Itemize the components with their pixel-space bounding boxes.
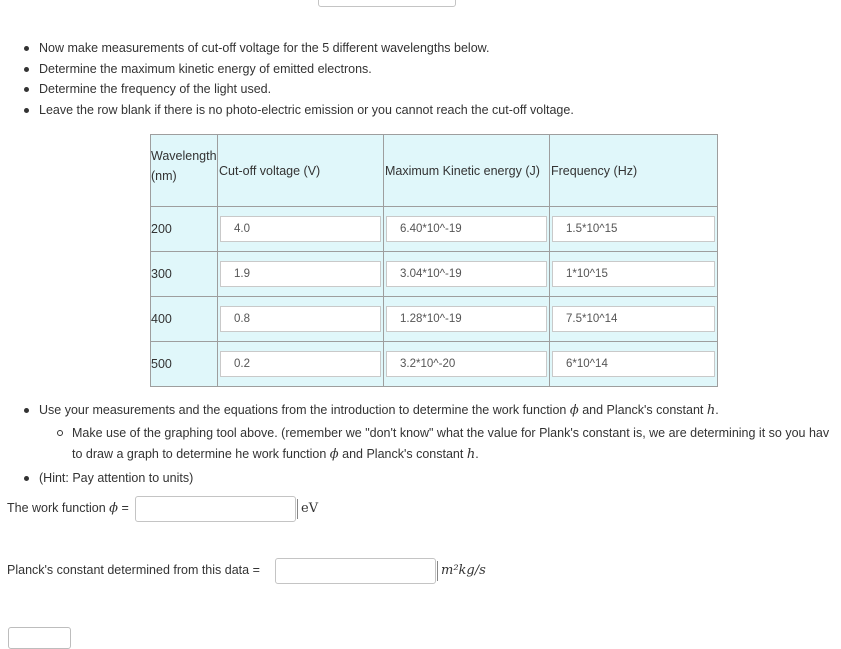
header-wavelength-line2: (nm) (151, 169, 177, 183)
kinetic-energy-input[interactable]: 3.2*10^-20 (386, 351, 547, 377)
frequency-input[interactable]: 7.5*10^14 (552, 306, 715, 332)
instruction-text: and Planck's constant (338, 446, 467, 461)
instruction-text: to draw a graph to determine he work function (72, 446, 330, 461)
kinetic-energy-input[interactable]: 3.04*10^-19 (386, 261, 547, 287)
wavelength-cell: 500 (151, 342, 218, 387)
kinetic-energy-input[interactable]: 6.40*10^-19 (386, 216, 547, 242)
instruction-text: Use your measurements and the equations from the introduction to determine the work function (39, 403, 570, 417)
table-row (151, 297, 718, 342)
phi-symbol: ϕ (329, 446, 339, 462)
analysis-instructions (22, 402, 841, 490)
phi-symbol: ϕ (569, 403, 579, 418)
instruction-text: . (475, 446, 479, 461)
header-wavelength (151, 135, 218, 207)
kinetic-energy-input[interactable]: 1.28*10^-19 (386, 306, 547, 332)
h-symbol: h (706, 403, 716, 418)
work-function-label (7, 501, 129, 516)
instruction-item: Determine the frequency of the light used. (22, 81, 822, 102)
cutoff-voltage-input[interactable]: 4.0 (220, 216, 381, 242)
label-text: = (118, 501, 129, 515)
previous-input-field[interactable] (318, 0, 456, 7)
header-kinetic-energy: Maximum Kinetic energy (J) (384, 135, 550, 207)
sub-instructions (55, 423, 841, 465)
instruction-text: . (715, 403, 719, 417)
instruction-text: Make use of the graphing tool above. (remember we "don't know" what the value for Plank's constant is, we are determining it so you hav (72, 426, 830, 440)
header-frequency: Frequency (Hz) (550, 135, 718, 207)
frequency-input[interactable]: 1*10^15 (552, 261, 715, 287)
wavelength-cell: 200 (151, 207, 218, 252)
frequency-input[interactable]: 1.5*10^15 (552, 216, 715, 242)
table-row (151, 342, 718, 387)
table-row (151, 252, 718, 297)
planck-constant-label: Planck's constant determined from this data = (7, 563, 260, 577)
wavelength-cell: 300 (151, 252, 218, 297)
frequency-input[interactable]: 6*10^14 (552, 351, 715, 377)
work-function-input[interactable] (135, 496, 296, 522)
instruction-item: Determine the maximum kinetic energy of emitted electrons. (22, 61, 822, 82)
table-header-row (151, 135, 718, 207)
h-symbol: h (466, 446, 476, 462)
table-row (151, 207, 718, 252)
instruction-item: Leave the row blank if there is no photo-electric emission or you cannot reach the cut-off voltage. (22, 102, 822, 123)
cutoff-voltage-input[interactable]: 0.8 (220, 306, 381, 332)
header-wavelength-line1: Wavelength (151, 149, 217, 163)
label-text: The work function (7, 501, 110, 515)
cutoff-voltage-input[interactable]: 1.9 (220, 261, 381, 287)
instructions-list (22, 40, 822, 122)
instruction-item (22, 402, 841, 465)
sub-instruction-item (55, 423, 841, 465)
planck-constant-unit: m²kg/s (437, 561, 486, 581)
next-button[interactable] (8, 627, 71, 649)
measurements-table (150, 134, 718, 387)
instruction-text: and Planck's constant (578, 403, 707, 417)
cutoff-voltage-input[interactable]: 0.2 (220, 351, 381, 377)
phi-symbol: ϕ (109, 501, 119, 516)
instruction-item: Now make measurements of cut-off voltage for the 5 different wavelengths below. (22, 40, 822, 61)
work-function-unit: eV (297, 499, 318, 519)
planck-constant-input[interactable] (275, 558, 436, 584)
header-cutoff-voltage: Cut-off voltage (V) (218, 135, 384, 207)
instruction-item: (Hint: Pay attention to units) (22, 470, 841, 486)
wavelength-cell: 400 (151, 297, 218, 342)
